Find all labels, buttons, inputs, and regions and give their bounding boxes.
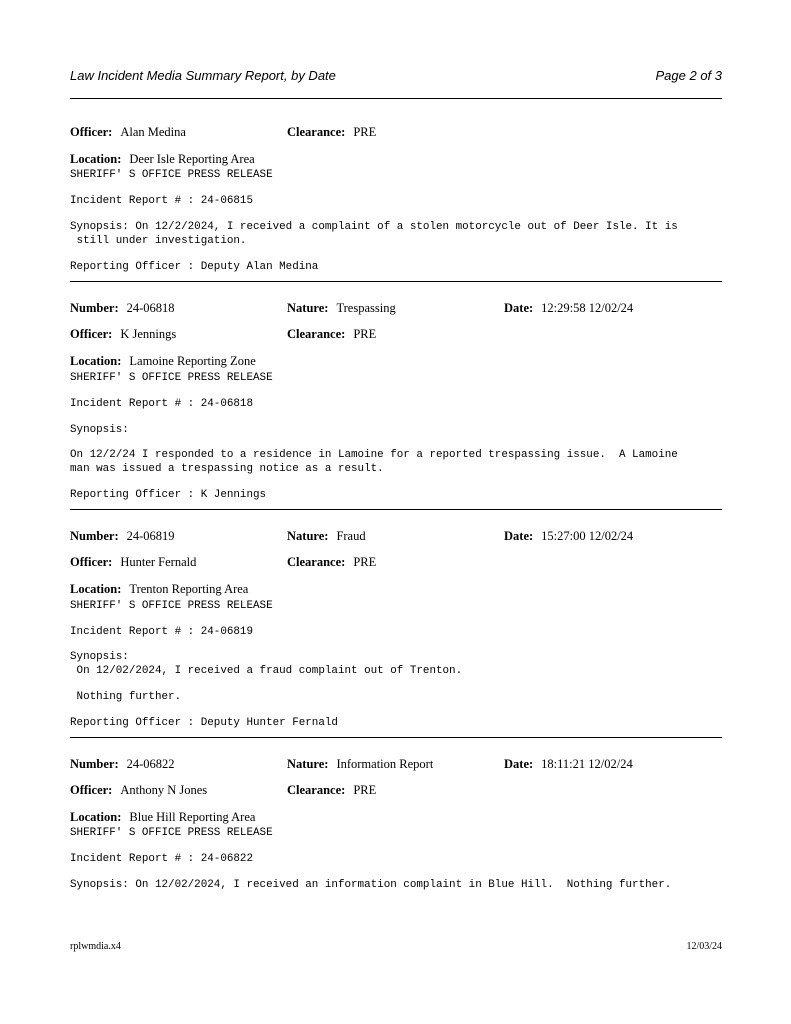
reporting-officer-line: Reporting Officer : Deputy Alan Medina (70, 261, 319, 273)
header-divider (70, 98, 722, 99)
section-divider (70, 737, 722, 738)
number-label: Number: (70, 757, 119, 771)
clearance-label: Clearance: (287, 555, 346, 569)
number-value: 24-06818 (126, 301, 175, 315)
number-label: Number: (70, 529, 119, 543)
location-value: Trenton Reporting Area (129, 582, 249, 596)
incident-3-number-row (70, 529, 722, 545)
footer-file-name: rplwmdia.x4 (70, 941, 121, 952)
officer-value: Alan Medina (120, 125, 186, 139)
press-release-line: SHERIFF' S OFFICE PRESS RELEASE (70, 827, 273, 839)
reporting-officer-line: Reporting Officer : Deputy Hunter Fernald (70, 717, 338, 729)
location-value: Lamoine Reporting Zone (129, 354, 256, 368)
nature-value: Trespassing (336, 301, 396, 315)
nature-label: Nature: (287, 757, 329, 771)
clearance-value: PRE (353, 555, 377, 569)
synopsis-line: man was issued a trespassing notice as a result. (70, 463, 384, 475)
synopsis-line: On 12/02/2024, I received a fraud complaint out of Trenton. (70, 665, 463, 677)
clearance-label: Clearance: (287, 327, 346, 341)
incident-1-officer-row (70, 125, 722, 141)
location-label: Location: (70, 810, 122, 824)
date-label: Date: (504, 301, 534, 315)
location-label: Location: (70, 354, 122, 368)
incident-3-location-row (70, 582, 722, 598)
date-value: 12:29:58 12/02/24 (541, 301, 634, 315)
reporting-officer-line: Reporting Officer : K Jennings (70, 489, 267, 501)
officer-label: Officer: (70, 327, 113, 341)
press-release-line: SHERIFF' S OFFICE PRESS RELEASE (70, 169, 273, 181)
press-release-line: SHERIFF' S OFFICE PRESS RELEASE (70, 600, 273, 612)
officer-value: Anthony N Jones (120, 783, 208, 797)
footer-print-date: 12/03/24 (686, 941, 722, 952)
date-label: Date: (504, 757, 534, 771)
clearance-label: Clearance: (287, 783, 346, 797)
incident-3-officer-row (70, 555, 722, 571)
synopsis-line: still under investigation. (70, 235, 247, 247)
incident-report-line: Incident Report # : 24-06815 (70, 195, 253, 207)
synopsis-line: Synopsis: (70, 651, 129, 663)
nothing-further-line: Nothing further. (70, 691, 182, 703)
nature-value: Fraud (336, 529, 366, 543)
incident-2-officer-row (70, 327, 722, 343)
incident-4-number-row (70, 757, 722, 773)
clearance-value: PRE (353, 125, 377, 139)
officer-value: K Jennings (120, 327, 177, 341)
clearance-label: Clearance: (287, 125, 346, 139)
synopsis-line: On 12/2/24 I responded to a residence in Lamoine for a reported trespassing issue. A Lamoine (70, 449, 678, 461)
officer-label: Officer: (70, 783, 113, 797)
officer-label: Officer: (70, 125, 113, 139)
press-release-line: SHERIFF' S OFFICE PRESS RELEASE (70, 372, 273, 384)
number-label: Number: (70, 301, 119, 315)
nature-label: Nature: (287, 301, 329, 315)
location-label: Location: (70, 582, 122, 596)
incident-report-line: Incident Report # : 24-06818 (70, 398, 253, 410)
incident-4-location-row (70, 810, 722, 826)
incident-1-location-row (70, 152, 722, 168)
date-label: Date: (504, 529, 534, 543)
number-value: 24-06822 (126, 757, 175, 771)
number-value: 24-06819 (126, 529, 175, 543)
synopsis-label: Synopsis: (70, 424, 129, 436)
section-divider (70, 509, 722, 510)
officer-value: Hunter Fernald (120, 555, 197, 569)
date-value: 18:11:21 12/02/24 (541, 757, 633, 771)
incident-report-line: Incident Report # : 24-06819 (70, 626, 253, 638)
section-divider (70, 281, 722, 282)
nature-value: Information Report (336, 757, 434, 771)
location-value: Blue Hill Reporting Area (129, 810, 256, 824)
page-number: Page 2 of 3 (655, 68, 722, 83)
incident-2-location-row (70, 354, 722, 370)
incident-2-number-row (70, 301, 722, 317)
officer-label: Officer: (70, 555, 113, 569)
incident-report-line: Incident Report # : 24-06822 (70, 853, 253, 865)
clearance-value: PRE (353, 327, 377, 341)
report-title: Law Incident Media Summary Report, by Date (70, 68, 336, 83)
location-value: Deer Isle Reporting Area (129, 152, 255, 166)
nature-label: Nature: (287, 529, 329, 543)
synopsis-line: Synopsis: On 12/2/2024, I received a complaint of a stolen motorcycle out of Deer Isle. It is (70, 221, 678, 233)
clearance-value: PRE (353, 783, 377, 797)
date-value: 15:27:00 12/02/24 (541, 529, 634, 543)
location-label: Location: (70, 152, 122, 166)
synopsis-line: Synopsis: On 12/02/2024, I received an information complaint in Blue Hill. Nothing further. (70, 879, 672, 891)
incident-4-officer-row (70, 783, 722, 799)
